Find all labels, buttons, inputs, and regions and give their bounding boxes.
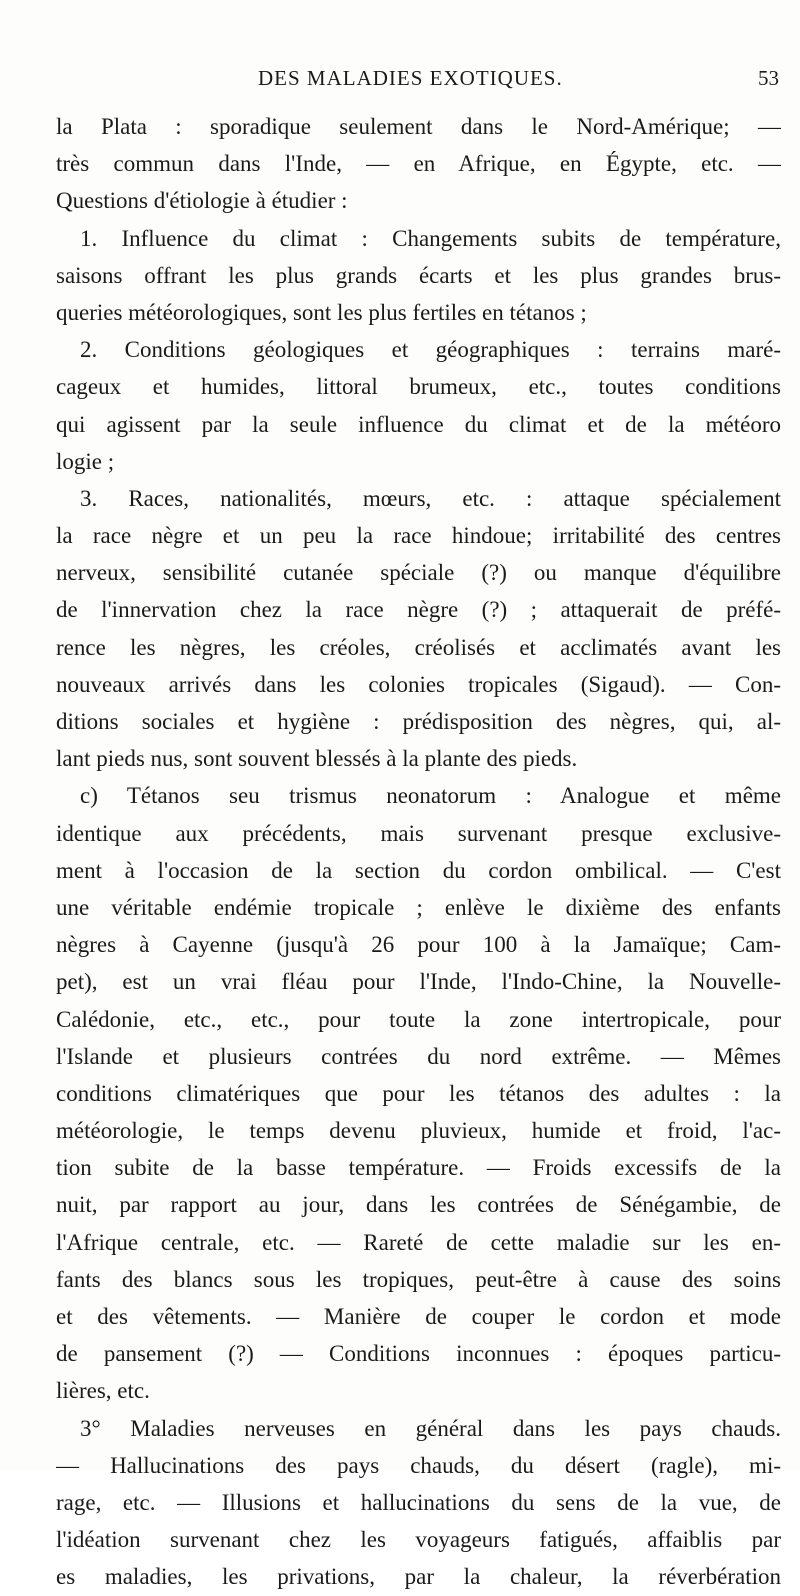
text-line: c) Tétanos seu trismus neonatorum : Analogue et même bbox=[80, 783, 781, 809]
text-line: ment à l'occasion de la section du cordon ombilical. — C'est bbox=[56, 857, 781, 883]
text-line: l'Islande et plusieurs contrées du nord extrême. — Mêmes bbox=[56, 1043, 781, 1069]
text-line: la race nègre et un peu la race hindoue; irritabilité des centres bbox=[56, 523, 781, 549]
text-line: très commun dans l'Inde, — en Afrique, en Égypte, etc. — bbox=[56, 151, 781, 177]
page-header bbox=[0, 66, 800, 96]
text-line: météorologie, le temps devenu pluvieux, humide et froid, l'ac- bbox=[56, 1118, 781, 1144]
text-line: la Plata : sporadique seulement dans le Nord-Amérique; — bbox=[56, 114, 781, 139]
text-line: es maladies, les privations, par la chaleur, la réverbération bbox=[56, 1564, 781, 1590]
text-line: nègres à Cayenne (jusqu'à 26 pour 100 à la Jamaïque; Cam- bbox=[56, 932, 781, 958]
text-line: fants des blancs sous les tropiques, peut-être à cause des soins bbox=[56, 1266, 781, 1292]
text-line: de pansement (?) — Conditions inconnues : époques particu- bbox=[56, 1341, 781, 1367]
text-line: Questions d'étiologie à étudier : bbox=[56, 188, 348, 214]
text-line: 3° Maladies nerveuses en général dans les pays chauds. bbox=[80, 1415, 781, 1441]
text-line: — Hallucinations des pays chauds, du désert (ragle), mi- bbox=[56, 1452, 781, 1478]
text-line: queries météorologiques, sont les plus fertiles en tétanos ; bbox=[56, 299, 587, 325]
text-line: logie ; bbox=[56, 448, 115, 474]
text-line: et des vêtements. — Manière de couper le cordon et mode bbox=[56, 1304, 781, 1329]
text-line: 2. Conditions géologiques et géographiques : terrains maré- bbox=[80, 337, 781, 363]
text-line: lières, etc. bbox=[56, 1378, 150, 1404]
text-line: cageux et humides, littoral brumeux, etc., toutes conditions bbox=[56, 374, 781, 400]
text-line: nuit, par rapport au jour, dans les contrées de Sénégambie, de bbox=[56, 1192, 781, 1218]
text-line: saisons offrant les plus grands écarts et les plus grandes brus- bbox=[56, 262, 781, 288]
text-line: 3. Races, nationalités, mœurs, etc. : attaque spécialement bbox=[80, 485, 781, 511]
text-line: qui agissent par la seule influence du climat et de la météoro bbox=[56, 411, 781, 437]
text-line: ditions sociales et hygiène : prédisposition des nègres, qui, al- bbox=[56, 709, 781, 734]
text-line: conditions climatériques que pour les tétanos des adultes : la bbox=[56, 1080, 781, 1106]
text-line: une véritable endémie tropicale ; enlève le dixième des enfants bbox=[56, 894, 781, 920]
text-line: nerveux, sensibilité cutanée spéciale (?) ou manque d'équilibre bbox=[56, 560, 781, 586]
text-line: nouveaux arrivés dans les colonies tropicales (Sigaud). — Con- bbox=[56, 671, 781, 697]
text-line: l'Afrique centrale, etc. — Rareté de cette maladie sur les en- bbox=[56, 1229, 781, 1255]
body-text bbox=[56, 108, 781, 1596]
text-line: 1. Influence du climat : Changements subits de température, bbox=[80, 225, 781, 251]
text-line: de l'innervation chez la race nègre (?) ; attaquerait de préfé- bbox=[56, 597, 781, 623]
text-line: lant pieds nus, sont souvent blessés à la plante des pieds. bbox=[56, 746, 578, 772]
text-line: Calédonie, etc., etc., pour toute la zone intertropicale, pour bbox=[56, 1006, 781, 1032]
text-line: rence les nègres, les créoles, créolisés et acclimatés avant les bbox=[56, 634, 781, 660]
text-line: l'idéation survenant chez les voyageurs fatigués, affaiblis par bbox=[56, 1527, 781, 1553]
text-line: pet), est un vrai fléau pour l'Inde, l'Indo-Chine, la Nouvelle- bbox=[56, 969, 781, 995]
text-line: rage, etc. — Illusions et hallucinations du sens de la vue, de bbox=[56, 1489, 781, 1515]
running-title: DES MALADIES EXOTIQUES. bbox=[258, 66, 563, 90]
text-line: tion subite de la basse température. — Froids excessifs de la bbox=[56, 1155, 781, 1181]
page-number: 53 bbox=[758, 66, 779, 90]
text-line: identique aux précédents, mais survenant presque exclusive- bbox=[56, 820, 781, 846]
